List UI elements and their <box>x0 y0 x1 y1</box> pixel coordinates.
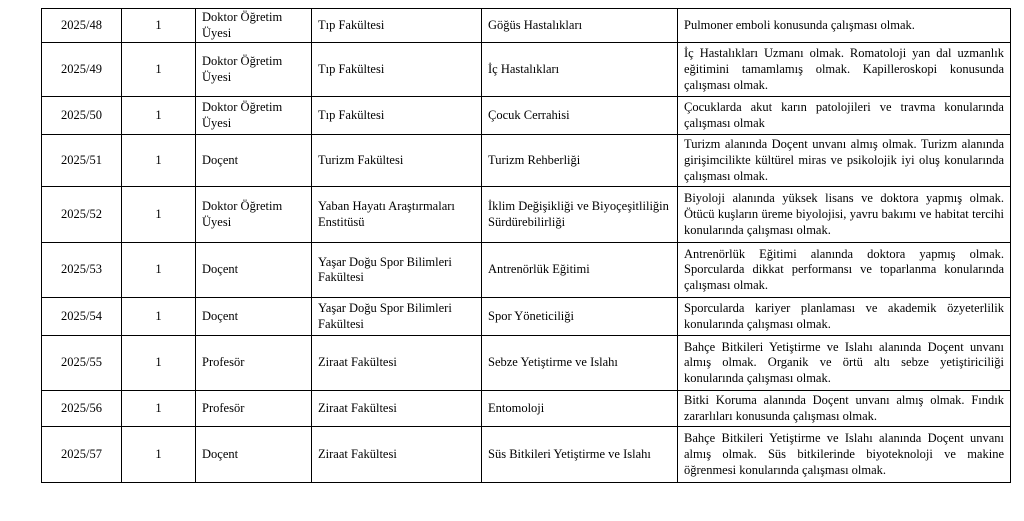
academic-title: Doçent <box>196 243 312 298</box>
academic-title: Doktor Öğretim Üyesi <box>196 97 312 135</box>
announcement-number: 2025/57 <box>42 427 122 483</box>
positions-table-body <box>42 9 1011 483</box>
table-row <box>42 43 1011 97</box>
requirement-text: Turizm alanında Doçent unvanı almış olmak. Turizm alanında girişimcilikte kültürel miras ve psikolojik iyi oluş konularında çalışması olmak. <box>678 135 1011 187</box>
academic-title: Doçent <box>196 427 312 483</box>
requirement-text: Bitki Koruma alanında Doçent unvanı almış olmak. Fındık zararlıları konusunda çalışması olmak. <box>678 391 1011 427</box>
table-row <box>42 97 1011 135</box>
faculty-name: Yaşar Doğu Spor Bilimleri Fakültesi <box>312 298 482 336</box>
department-name: Sebze Yetiştirme ve Islahı <box>482 336 678 391</box>
position-count: 1 <box>122 391 196 427</box>
department-name: Entomoloji <box>482 391 678 427</box>
announcement-number: 2025/56 <box>42 391 122 427</box>
table-row <box>42 187 1011 243</box>
faculty-name: Ziraat Fakültesi <box>312 391 482 427</box>
academic-title: Profesör <box>196 336 312 391</box>
table-row <box>42 135 1011 187</box>
faculty-name: Ziraat Fakültesi <box>312 336 482 391</box>
department-name: Göğüs Hastalıkları <box>482 9 678 43</box>
academic-title: Doçent <box>196 135 312 187</box>
position-count: 1 <box>122 243 196 298</box>
announcement-number: 2025/55 <box>42 336 122 391</box>
announcement-number: 2025/50 <box>42 97 122 135</box>
positions-table <box>41 8 1011 483</box>
faculty-name: Turizm Fakültesi <box>312 135 482 187</box>
position-count: 1 <box>122 135 196 187</box>
requirement-text: Sporcularda kariyer planlaması ve akademik özyeterlilik konularında çalışması olmak. <box>678 298 1011 336</box>
table-row <box>42 243 1011 298</box>
position-count: 1 <box>122 43 196 97</box>
requirement-text: Bahçe Bitkileri Yetiştirme ve Islahı alanında Doçent unvanı almış olmak. Organik ve örtü altı sebze yetiştiriciliği konularında çalışması olmak. <box>678 336 1011 391</box>
announcement-number: 2025/51 <box>42 135 122 187</box>
position-count: 1 <box>122 187 196 243</box>
announcement-number: 2025/54 <box>42 298 122 336</box>
requirement-text: Antrenörlük Eğitimi alanında doktora yapmış olmak. Sporcularda dikkat performansı ve toparlanma konularında çalışması olmak. <box>678 243 1011 298</box>
academic-title: Profesör <box>196 391 312 427</box>
department-name: Süs Bitkileri Yetiştirme ve Islahı <box>482 427 678 483</box>
department-name: Turizm Rehberliği <box>482 135 678 187</box>
announcement-number: 2025/52 <box>42 187 122 243</box>
announcement-number: 2025/53 <box>42 243 122 298</box>
announcement-number: 2025/48 <box>42 9 122 43</box>
table-row <box>42 336 1011 391</box>
faculty-name: Tıp Fakültesi <box>312 43 482 97</box>
table-row <box>42 298 1011 336</box>
table-row <box>42 391 1011 427</box>
faculty-name: Yaşar Doğu Spor Bilimleri Fakültesi <box>312 243 482 298</box>
requirement-text: İç Hastalıkları Uzmanı olmak. Romatoloji yan dal uzmanlık eğitimini tamamlamış olmak. Kapilleroskopi konusunda çalışması olmak. <box>678 43 1011 97</box>
department-name: İç Hastalıkları <box>482 43 678 97</box>
faculty-name: Tıp Fakültesi <box>312 9 482 43</box>
table-row <box>42 427 1011 483</box>
requirement-text: Pulmoner emboli konusunda çalışması olmak. <box>678 9 1011 43</box>
faculty-name: Yaban Hayatı Araştırmaları Enstitüsü <box>312 187 482 243</box>
faculty-name: Ziraat Fakültesi <box>312 427 482 483</box>
announcement-number: 2025/49 <box>42 43 122 97</box>
position-count: 1 <box>122 427 196 483</box>
department-name: Antrenörlük Eğitimi <box>482 243 678 298</box>
academic-title: Doktor Öğretim Üyesi <box>196 43 312 97</box>
academic-title: Doktor Öğretim Üyesi <box>196 187 312 243</box>
position-count: 1 <box>122 97 196 135</box>
requirement-text: Biyoloji alanında yüksek lisans ve doktora yapmış olmak. Ötücü kuşların üreme biyolojisi, yavru bakımı ve habitat tercihi konularında çalışması olmak. <box>678 187 1011 243</box>
department-name: Çocuk Cerrahisi <box>482 97 678 135</box>
requirement-text: Bahçe Bitkileri Yetiştirme ve Islahı alanında Doçent unvanı almış olmak. Süs bitkilerinde biyoteknoloji ve makine öğrenmesi konularında çalışması olmak. <box>678 427 1011 483</box>
requirement-text: Çocuklarda akut karın patolojileri ve travma konularında çalışması olmak <box>678 97 1011 135</box>
position-count: 1 <box>122 9 196 43</box>
table-row <box>42 9 1011 43</box>
academic-title: Doktor Öğretim Üyesi <box>196 9 312 43</box>
faculty-name: Tıp Fakültesi <box>312 97 482 135</box>
position-count: 1 <box>122 336 196 391</box>
academic-title: Doçent <box>196 298 312 336</box>
department-name: İklim Değişikliği ve Biyoçeşitliliğin Sürdürebilirliği <box>482 187 678 243</box>
position-count: 1 <box>122 298 196 336</box>
department-name: Spor Yöneticiliği <box>482 298 678 336</box>
